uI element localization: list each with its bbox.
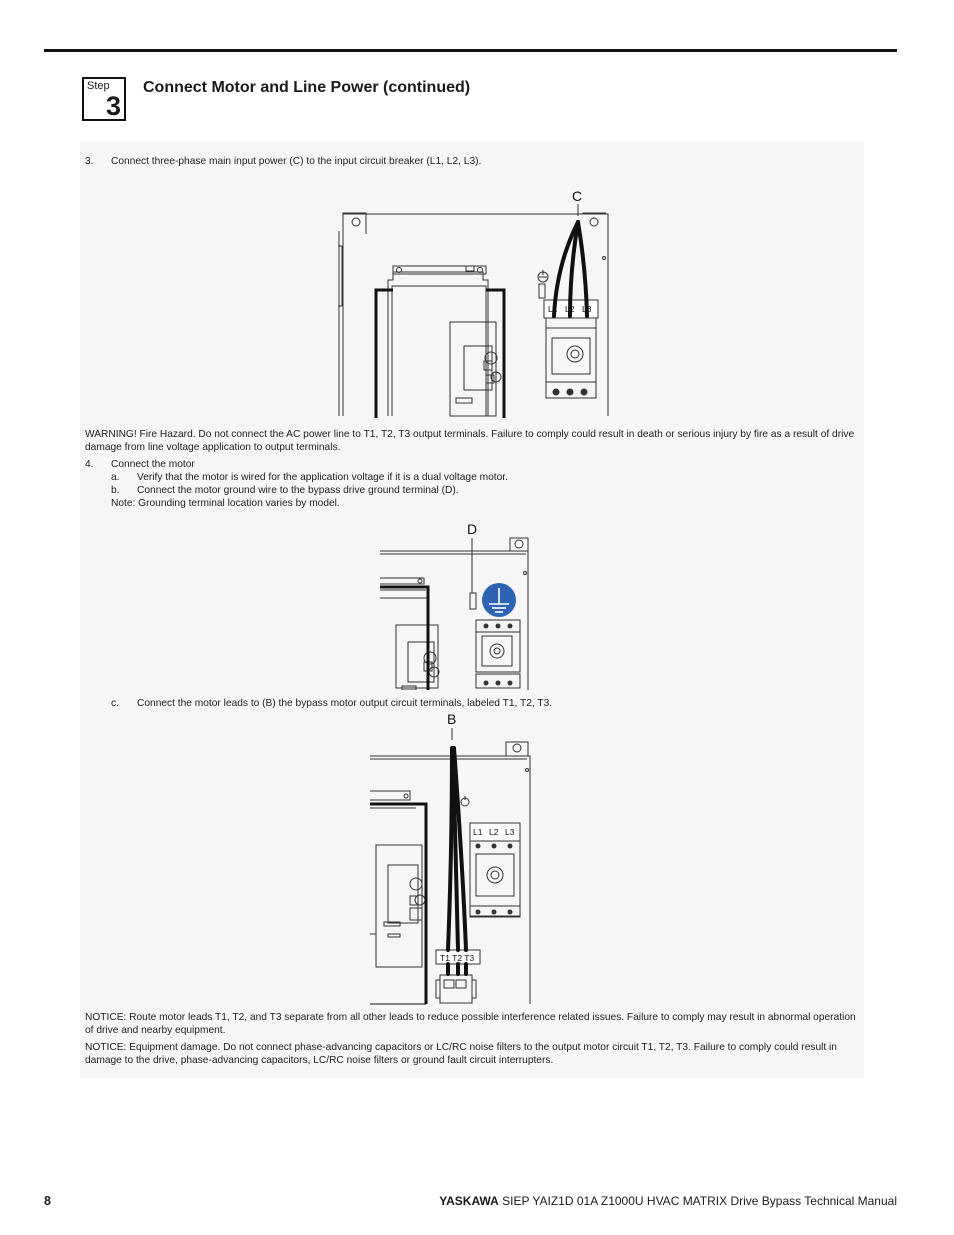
- step-badge: [82, 77, 126, 121]
- callout-b: B: [447, 711, 457, 727]
- terminal-top-l2: L2: [489, 827, 499, 837]
- warning-text: WARNING! Fire Hazard. Do not connect the AC power line to T1, T2, T3 output terminals. Failure to comply could result in death or serious injury by fire as a result of drive damage from line voltage application to output terminals.: [85, 429, 855, 453]
- footer-title-text: SIEP YAIZ1D 01A Z1000U HVAC MATRIX Drive Bypass Technical Manual: [502, 1194, 897, 1208]
- substep-b-text: Connect the motor ground wire to the bypass drive ground terminal (D).: [137, 485, 459, 496]
- step-label: Step: [87, 80, 110, 92]
- substep-a-label: a.: [111, 472, 120, 483]
- substep-a-text: Verify that the motor is wired for the application voltage if it is a dual voltage motor.: [137, 472, 508, 483]
- step3-text: Connect three-phase main input power (C) to the input circuit breaker (L1, L2, L3).: [111, 156, 482, 167]
- figure-motor-leads: [366, 710, 538, 1006]
- notice-equipment-damage: NOTICE: Equipment damage. Do not connect phase-advancing capacitors or LC/RC noise filters to the output motor circuit T1, T2, T3. Failure to comply could result in damage to the drive, phase-advancing capacitors, LC/RC noise filters or ground fault circuit interrupters.: [85, 1042, 837, 1066]
- callout-d: D: [467, 521, 478, 537]
- header-rule: [44, 49, 897, 52]
- figure-input-power: [336, 186, 620, 418]
- grounding-note: Note: Grounding terminal location varies by model.: [111, 498, 340, 509]
- step4-number: 4.: [85, 459, 94, 470]
- callout-c: C: [572, 188, 583, 204]
- step3-number: 3.: [85, 156, 94, 167]
- substep-b-label: b.: [111, 485, 120, 496]
- step4-text: Connect the motor: [111, 459, 195, 470]
- page-title: Connect Motor and Line Power (continued): [143, 79, 471, 96]
- terminal-l3: L3: [582, 304, 592, 314]
- figure-ground-terminal: [376, 518, 536, 690]
- terminal-top-l1: L1: [473, 827, 483, 837]
- substep-c-text: Connect the motor leads to (B) the bypass motor output circuit terminals, labeled T1, T2, T3.: [137, 698, 553, 709]
- step-number: 3: [105, 91, 121, 121]
- footer-brand: YASKAWA: [439, 1194, 499, 1208]
- page-number: 8: [44, 1194, 51, 1208]
- terminal-l1: L1: [548, 304, 558, 314]
- substep-c-label: c.: [111, 698, 119, 709]
- footer-manual-title: [439, 1194, 897, 1208]
- terminal-output-labels: T1 T2 T3: [440, 953, 475, 963]
- terminal-top-l3: L3: [505, 827, 515, 837]
- notice-routing: NOTICE: Route motor leads T1, T2, and T3 separate from all other leads to reduce possible interference related issues. Failure to comply may result in abnormal operation of drive and nearby equipment.: [85, 1012, 856, 1036]
- terminal-l2: L2: [565, 304, 575, 314]
